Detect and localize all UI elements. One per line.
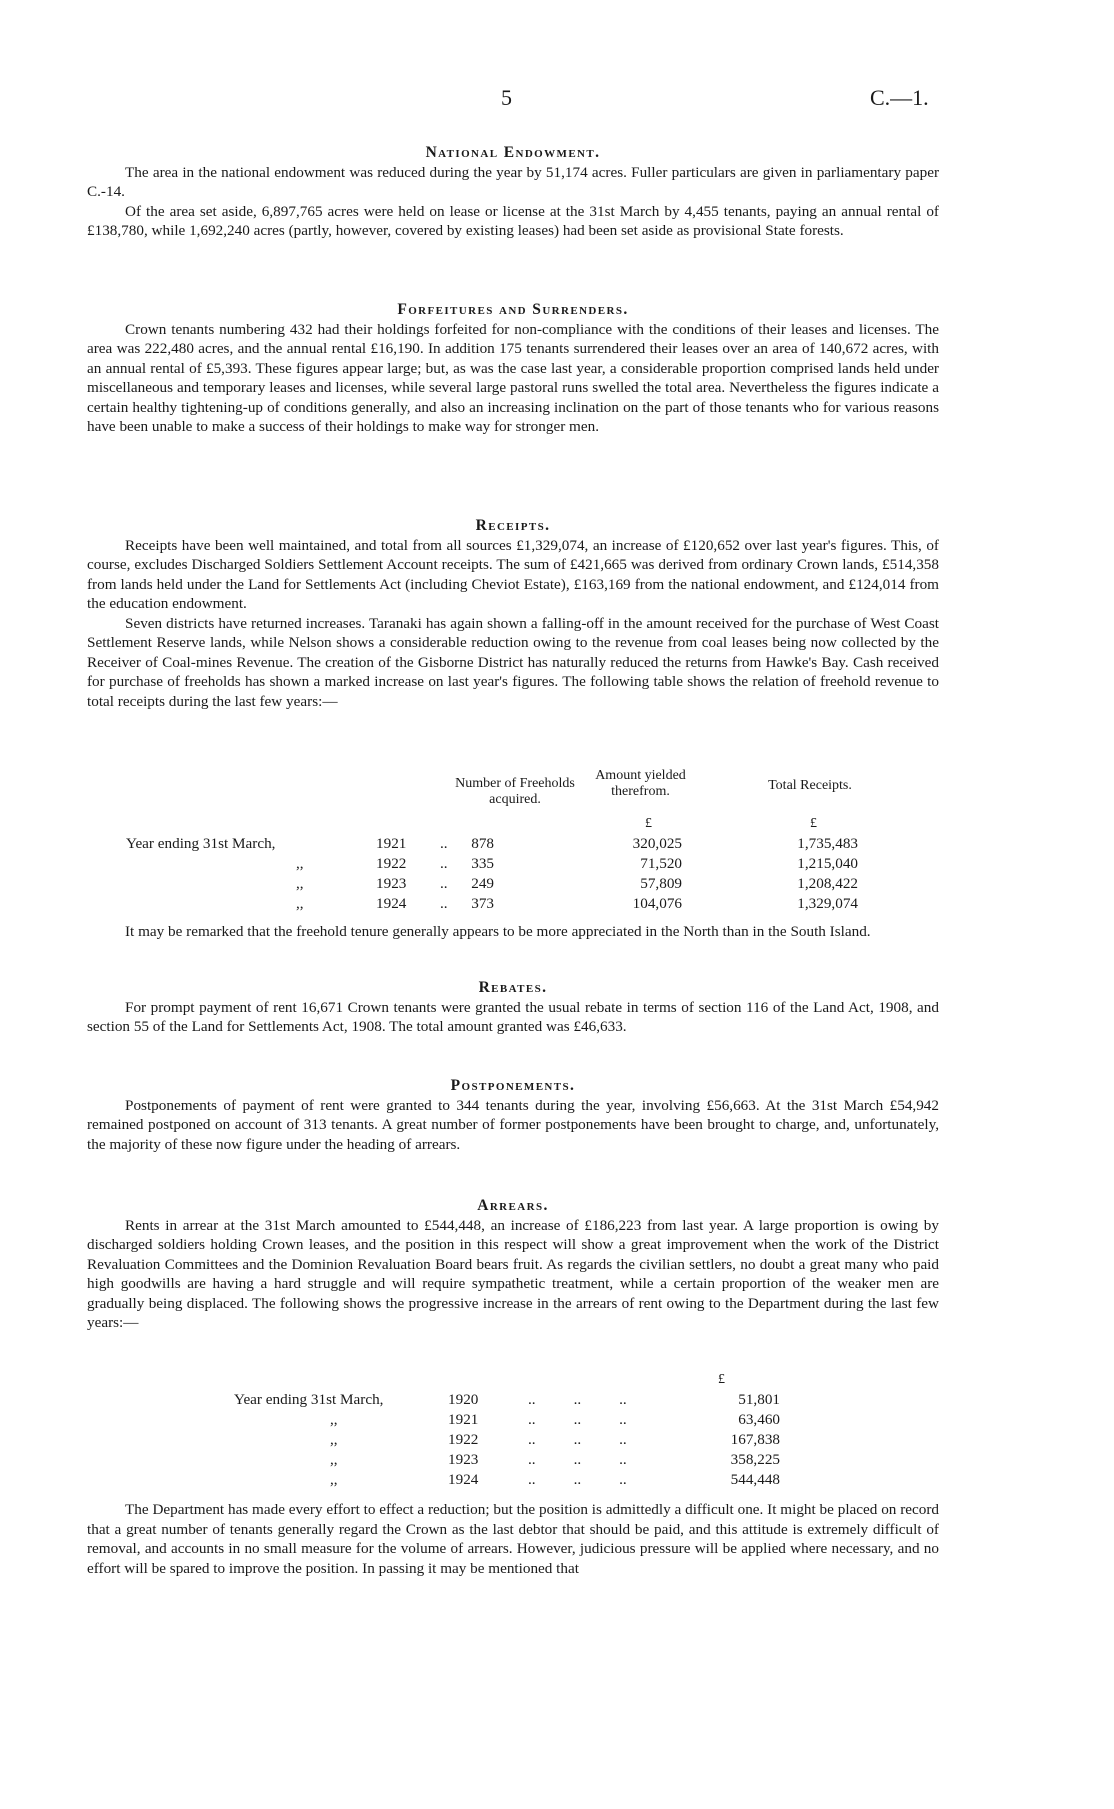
table-row [0,834,1114,854]
row-dots: .. [440,855,448,872]
row-freeholds: 373 [471,895,494,912]
row-year: 1921 [376,835,407,852]
row-amount: 358,225 [730,1451,780,1468]
paragraph: The Department has made every effort to effect a reduction; but the position is admittedly a difficult one. It might be placed on record that a great number of tenants generally regard the Crown as the last debtor that should be paid, and this attitude is extremely difficult of removal, and accounts in no small measure for the volume of arrears. However, judicious pressure will be applied where necessary, and no effort will be spared to improve the position. In passing it may be mentioned that [87,1501,939,1577]
row-year: 1922 [448,1431,479,1448]
row-dots: .. .. .. [528,1451,627,1468]
paragraph: Receipts have been well maintained, and total from all sources £1,329,074, an increase of £120,652 over last year's figures. This, of course, excludes Discharged Soldiers Settlement Account receipts. The sum of £421,665 was derived from ordinary Crown lands, £514,358 from lands held under the Land for Settlements Act (including Cheviot Estate), £163,169 from the national endowment, and £124,014 from the education endowment. [87,536,939,612]
table-row [0,1430,1114,1450]
row-dots: .. .. .. [528,1471,627,1488]
row-year: 1924 [448,1471,479,1488]
paragraph: The area in the national endowment was reduced during the year by 51,174 acres. Fuller particulars are given in parliamentary paper C.-14. [87,163,939,200]
arrears-closing [87,1500,939,1578]
document-reference: C.—1. [870,85,929,110]
row-label: ,, [330,1471,338,1488]
row-year: 1922 [376,855,407,872]
row-total: 1,329,074 [797,895,858,912]
row-amount: 57,809 [640,875,682,892]
paragraph: Rents in arrear at the 31st March amounted to £544,448, an increase of £186,223 from last year. A large proportion is owing by discharged soldiers holding Crown leases, and the position in this respect will show a great improvement when the work of the District Revaluation Committees and the Dominion Revaluation Board bears fruit. As regards the civilian settlers, no doubt a great many who paid high goodwills are having a hard struggle and will require sympathetic treatment, while a certain proportion of the weaker men are gradually being displaced. The following shows the progressive increase in the arrears of rent owing to the Department during the last few years:— [87,1216,939,1331]
row-dots: .. [440,875,448,892]
row-label: ,, [330,1411,338,1428]
row-freeholds: 249 [471,875,494,892]
row-label: ,, [330,1431,338,1448]
paragraph: For prompt payment of rent 16,671 Crown tenants were granted the usual rebate in terms of section 116 of the Land Act, 1908, and section 55 of the Land for Settlements Act, 1908. The total amount granted was £46,633. [87,998,939,1035]
section-rebates [87,978,939,1037]
row-year: 1921 [448,1411,479,1428]
section-postponements [87,1076,939,1154]
row-label: ,, [296,895,304,912]
section-heading: Receipts. [475,517,551,534]
row-amount: 167,838 [730,1431,780,1448]
table-row [0,854,1114,874]
table-row [0,894,1114,914]
row-year: 1923 [376,875,407,892]
row-freeholds: 878 [471,835,494,852]
table-row [0,1450,1114,1470]
table-row [0,1390,1114,1410]
row-label: Year ending 31st March, [126,835,276,852]
row-year: 1924 [376,895,407,912]
row-amount: 104,076 [632,895,682,912]
section-heading: Postponements. [450,1077,576,1094]
receipts-remark [87,922,939,942]
unit-arrears: £ [718,1372,725,1387]
row-dots: .. [440,835,448,852]
section-heading: Rebates. [478,979,548,996]
row-year: 1920 [448,1391,479,1408]
row-label: ,, [296,875,304,892]
row-dots: .. .. .. [528,1411,627,1428]
paragraph: Postponements of payment of rent were granted to 344 tenants during the year, involving £56,663. At the 31st March £54,942 remained postponed on account of 313 tenants. A great number of former postponements have been brought to charge, and, unfortunately, the majority of these now figure under the heading of arrears. [87,1096,939,1153]
table-row [0,874,1114,894]
row-amount: 320,025 [632,835,682,852]
row-dots: .. .. .. [528,1431,627,1448]
column-header-total: Total Receipts. [768,778,852,793]
paragraph: Seven districts have returned increases. Taranaki has again shown a falling-off in the amount received for the purchase of West Coast Settlement Reserve lands, while Nelson shows a considerable reduction owing to the revenue from coal leases being now collected by the Receiver of Coal-mines Revenue. The creation of the Gisborne District has naturally reduced the returns from Hawke's Bay. Cash received for purchase of freeholds has shown a marked increase on last year's figures. The following table shows the relation of freehold revenue to total receipts during the last few years:— [87,614,939,710]
row-label: ,, [330,1451,338,1468]
row-amount: 544,448 [730,1471,780,1488]
row-total: 1,215,040 [797,855,858,872]
row-dots: .. [440,895,448,912]
section-national-endowment [87,143,939,241]
section-forfeitures [87,300,939,437]
receipts-table: Number of Freeholds acquired. Amount yielded therefrom. £ Total Receipts. £ Year ending 31st March, 1921 .. 878 320,025 1,735,483 ,, 1922 .. 335 71,520 1,215,040 ,, 1923 .. 249 57,809 1,208,422 ,, 1924 .. 373 104,076 1,329,074 [0,768,1114,918]
row-dots: .. .. .. [528,1391,627,1408]
section-heading: Arrears. [477,1197,549,1214]
row-year: 1923 [448,1451,479,1468]
row-total: 1,735,483 [797,835,858,852]
row-amount: 63,460 [738,1411,780,1428]
row-amount: 51,801 [738,1391,780,1408]
table-row [0,1410,1114,1430]
section-arrears [87,1196,939,1333]
column-header-amount: Amount yielded therefrom. [595,768,686,799]
page-number: 5 [501,85,512,110]
row-total: 1,208,422 [797,875,858,892]
paragraph: Of the area set aside, 6,897,765 acres were held on lease or license at the 31st March by 4,455 tenants, paying an annual rental of £138,780, while 1,692,240 acres (partly, however, covered by existing leases) had been set aside as provisional State forests. [87,202,939,239]
row-amount: 71,520 [640,855,682,872]
paragraph: Crown tenants numbering 432 had their holdings forfeited for non-compliance with the conditions of their leases and licenses. The area was 222,480 acres, and the annual rental £16,190. In addition 175 tenants surrendered their leases over an area of 140,672 acres, with an annual rental of £5,393. These figures appear large; but, as was the case last year, a considerable proportion comprised lands held under miscellaneous and temporary leases and licenses, while several large pastoral runs swelled the total area. Nevertheless the figures indicate a certain healthy tightening-up of conditions generally, and also an increasing inclination on the part of those tenants who for various reasons have been unable to make a success of their holdings to make way for stronger men. [87,320,939,435]
section-heading: National Endowment. [425,144,601,161]
row-label: ,, [296,855,304,872]
row-label: Year ending 31st March, [234,1391,384,1408]
table-row [0,1470,1114,1490]
section-heading: Forfeitures and Surrenders. [397,301,629,318]
arrears-table [0,1372,1114,1492]
row-freeholds: 335 [471,855,494,872]
column-header-freeholds: Number of Freeholds acquired. [455,776,575,807]
section-receipts [87,516,939,711]
paragraph: It may be remarked that the freehold tenure generally appears to be more appreciated in the North than in the South Island. [125,923,871,940]
